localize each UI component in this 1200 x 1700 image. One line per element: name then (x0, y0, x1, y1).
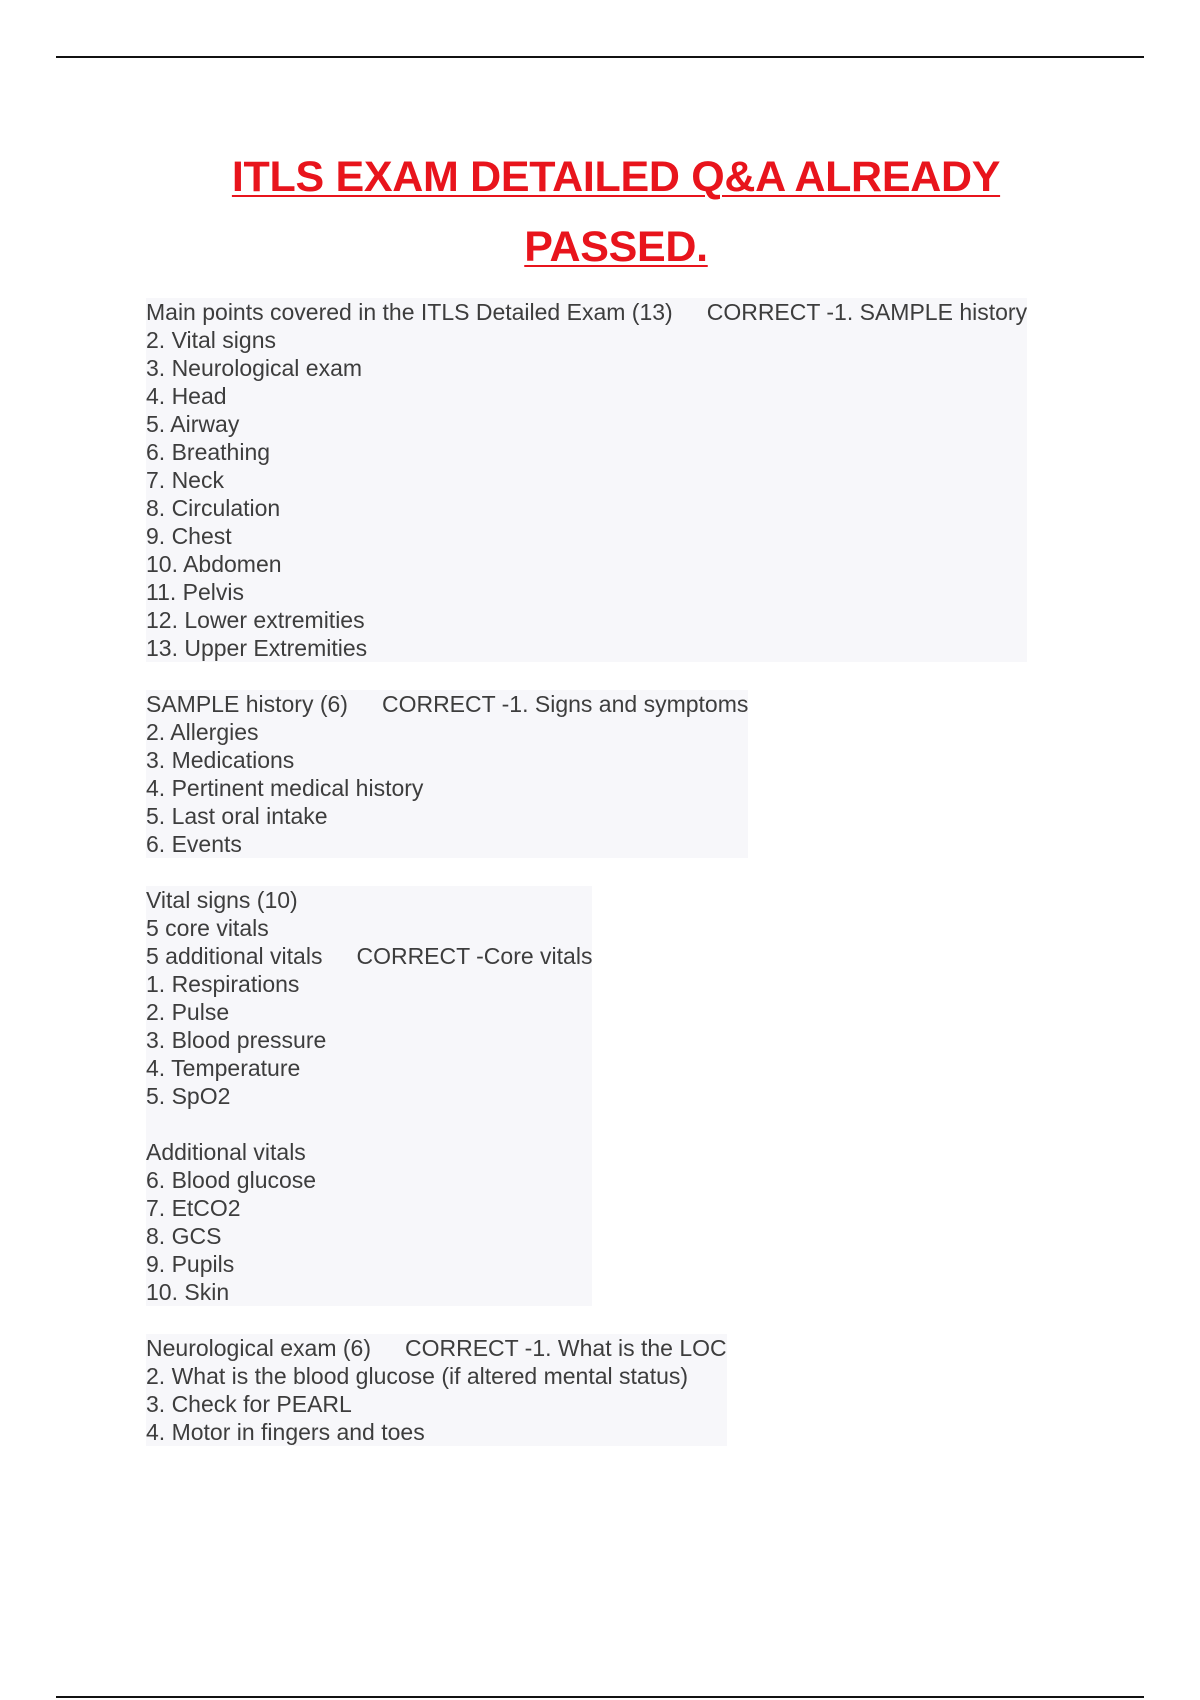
answer-line: 7. EtCO2 (146, 1195, 241, 1221)
title-line-2: PASSED. (524, 223, 708, 271)
answer-text: CORRECT -1. Signs and symptoms (381, 691, 749, 717)
qa-first-line (146, 690, 748, 718)
qa-first-line (146, 1334, 727, 1362)
answer-line: 11. Pelvis (146, 579, 245, 605)
answer-line: 5. Airway (146, 411, 240, 437)
answer-line: 2. What is the blood glucose (if altered mental status) (146, 1363, 689, 1389)
answer-line: 3. Blood pressure (146, 1027, 327, 1053)
answer-line: 2. Allergies (146, 719, 259, 745)
qa-first-line (146, 298, 1027, 326)
question-line: Vital signs (10) (146, 887, 298, 913)
title-line-1: ITLS EXAM DETAILED Q&A ALREADY (231, 153, 1001, 201)
answer-blank-line (146, 1110, 592, 1138)
answer-line: 6. Blood glucose (146, 1167, 317, 1193)
answer-line: 5. Last oral intake (146, 803, 328, 829)
answer-line: 8. GCS (146, 1223, 222, 1249)
answer-line: 6. Events (146, 831, 242, 857)
qa-block-vital-signs (146, 886, 1146, 1306)
answer-line: 5. SpO2 (146, 1083, 231, 1109)
answer-line: Additional vitals (146, 1139, 306, 1165)
question-text: Neurological exam (6) (146, 1335, 371, 1361)
answer-line: 3. Medications (146, 747, 295, 773)
answer-line: 10. Skin (146, 1279, 230, 1305)
answer-line: 3. Check for PEARL (146, 1391, 352, 1417)
answer-line: 13. Upper Extremities (146, 635, 368, 661)
answer-line: 2. Vital signs (146, 327, 276, 353)
question-text: 5 additional vitals (146, 943, 323, 969)
question-line: 5 core vitals (146, 915, 269, 941)
answer-line: 1. Respirations (146, 971, 300, 997)
qa-block-neurological-exam (146, 1334, 1146, 1446)
answer-line: 4. Temperature (146, 1055, 301, 1081)
answer-line: 10. Abdomen (146, 551, 282, 577)
answer-text: CORRECT -1. What is the LOC (404, 1335, 727, 1361)
qa-block-sample-history (146, 690, 1146, 858)
footer-rule (56, 1696, 1144, 1698)
answer-line: 12. Lower extremities (146, 607, 365, 633)
document-title (0, 142, 1200, 282)
question-text: Main points covered in the ITLS Detailed Exam (13) (146, 299, 673, 325)
qa-block-main-points (146, 298, 1146, 662)
answer-line: 4. Pertinent medical history (146, 775, 424, 801)
answer-line: 4. Head (146, 383, 227, 409)
answer-line: 6. Breathing (146, 439, 271, 465)
answer-line: 7. Neck (146, 467, 224, 493)
answer-line: 4. Motor in fingers and toes (146, 1419, 425, 1445)
answer-text: CORRECT -Core vitals (356, 943, 593, 969)
question-text: SAMPLE history (6) (146, 691, 348, 717)
answer-line: 2. Pulse (146, 999, 230, 1025)
qa-first-line (146, 942, 592, 970)
qa-content (146, 298, 1146, 1474)
header-rule (56, 56, 1144, 58)
answer-line: 9. Pupils (146, 1251, 235, 1277)
answer-text: CORRECT -1. SAMPLE history (706, 299, 1028, 325)
answer-line: 3. Neurological exam (146, 355, 363, 381)
answer-line: 8. Circulation (146, 495, 281, 521)
answer-line: 9. Chest (146, 523, 232, 549)
